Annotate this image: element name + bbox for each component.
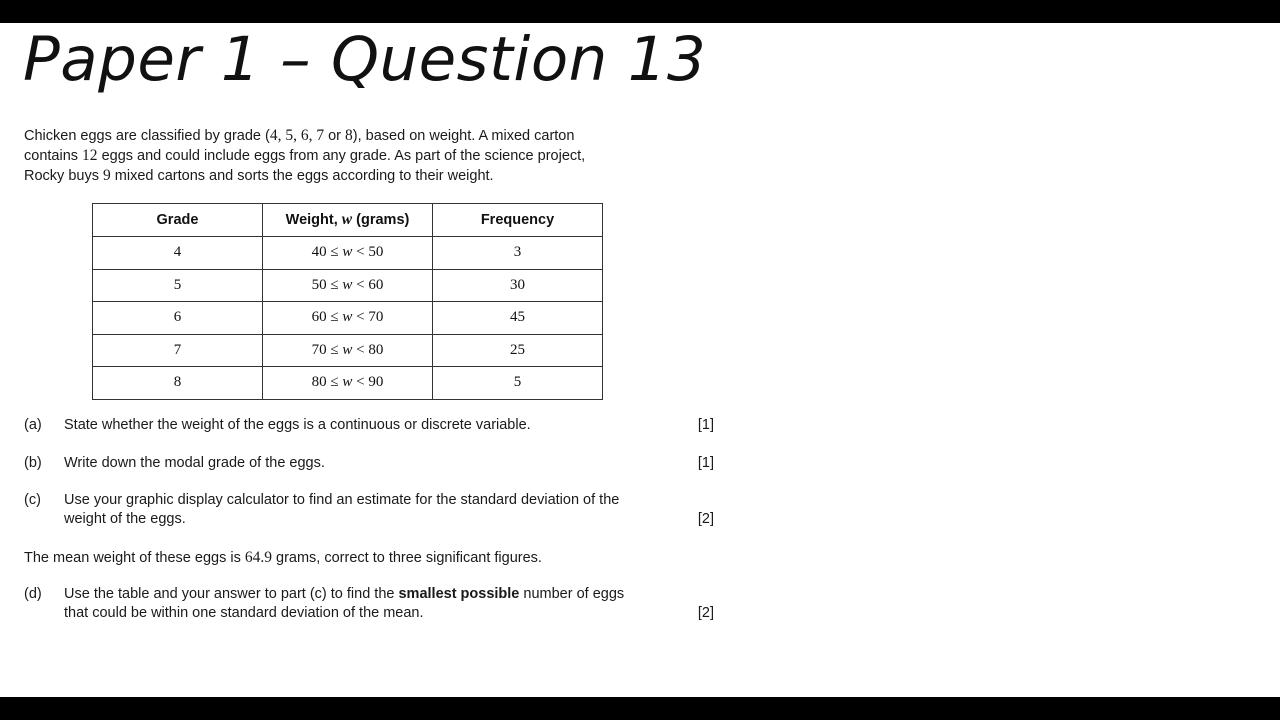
slide-title: Paper 1 – Question 13 [23,24,707,95]
table-header-row [93,204,603,237]
part-text [64,491,684,529]
emphasis-text: smallest possible [398,586,520,602]
part-text-line-1 [64,585,684,604]
cell-grade: 6 [93,302,263,335]
part-text-line-1: Use your graphic display calculator to find an estimate for the standard deviation of the [64,492,620,508]
question-part-d [24,585,716,623]
bottom-letterbox-bar [0,697,1280,720]
part-text: State whether the weight of the eggs is a continuous or discrete variable. [64,417,531,433]
cell-weight: 40 ≤ w < 50 [263,237,433,270]
question-part-a [24,416,716,435]
table-row [93,334,603,367]
part-label: (c) [24,492,41,508]
cell-frequency: 25 [433,334,603,367]
intro-text: or [324,128,346,144]
part-text-segment: Use the table and your answer to part (c) to find the [64,586,399,602]
table-row [93,269,603,302]
table-row [93,237,603,270]
header-weight [263,204,433,237]
intro-grades: 4, 5, 6, 7 [269,127,325,144]
part-text: Write down the modal grade of the eggs. [64,455,325,471]
cell-frequency: 5 [433,367,603,400]
intro-carton-count: 9 [102,167,111,184]
question-intro [24,126,664,186]
intro-text: Chicken eggs are classified by grade ( [24,128,270,144]
marks-badge: [2] [697,605,714,621]
question-part-b [24,454,716,473]
table-row [93,302,603,335]
intro-line-3 [24,166,664,186]
marks-badge: [1] [697,417,714,433]
mean-value: 64.9 [244,549,272,566]
intro-text: contains [24,148,83,164]
cell-frequency: 3 [433,237,603,270]
part-label: (b) [24,455,42,471]
top-letterbox-bar [0,0,1280,23]
mean-text: The mean weight of these eggs is [24,550,245,566]
egg-grade-table [92,203,603,400]
cell-grade: 4 [93,237,263,270]
header-grade: Grade [93,204,263,237]
intro-grade-eight: 8 [345,127,353,144]
intro-text: Rocky buys [24,168,103,184]
cell-weight: 60 ≤ w < 70 [263,302,433,335]
intro-egg-count: 12 [82,147,98,164]
header-weight-unit: (grams) [352,212,410,228]
cell-weight: 50 ≤ w < 60 [263,269,433,302]
intro-line-1 [24,126,664,146]
cell-frequency: 30 [433,269,603,302]
cell-grade: 8 [93,367,263,400]
part-label: (d) [24,586,42,602]
cell-grade: 7 [93,334,263,367]
marks-badge: [1] [697,455,714,471]
cell-grade: 5 [93,269,263,302]
part-text [64,585,684,623]
part-text-segment: number of eggs [519,586,625,602]
part-text-line-2: weight of the eggs. [64,511,186,527]
part-text-line-2: that could be within one standard deviation of the mean. [64,605,424,621]
marks-badge: [2] [697,511,714,527]
cell-weight: 70 ≤ w < 80 [263,334,433,367]
cell-frequency: 45 [433,302,603,335]
header-weight-variable: w [341,211,353,228]
table-row [93,367,603,400]
question-part-c [24,491,716,529]
header-weight-text: Weight, [285,212,342,228]
intro-text: mixed cartons and sorts the eggs according to their weight. [110,168,494,184]
intro-text: ), based on weight. A mixed carton [352,128,575,144]
mean-statement [24,548,542,568]
intro-text: eggs and could include eggs from any grade. As part of the science project, [97,148,586,164]
mean-text: grams, correct to three significant figures. [271,550,542,566]
cell-weight: 80 ≤ w < 90 [263,367,433,400]
intro-line-2 [24,146,664,166]
part-label: (a) [24,417,42,433]
header-frequency: Frequency [433,204,603,237]
